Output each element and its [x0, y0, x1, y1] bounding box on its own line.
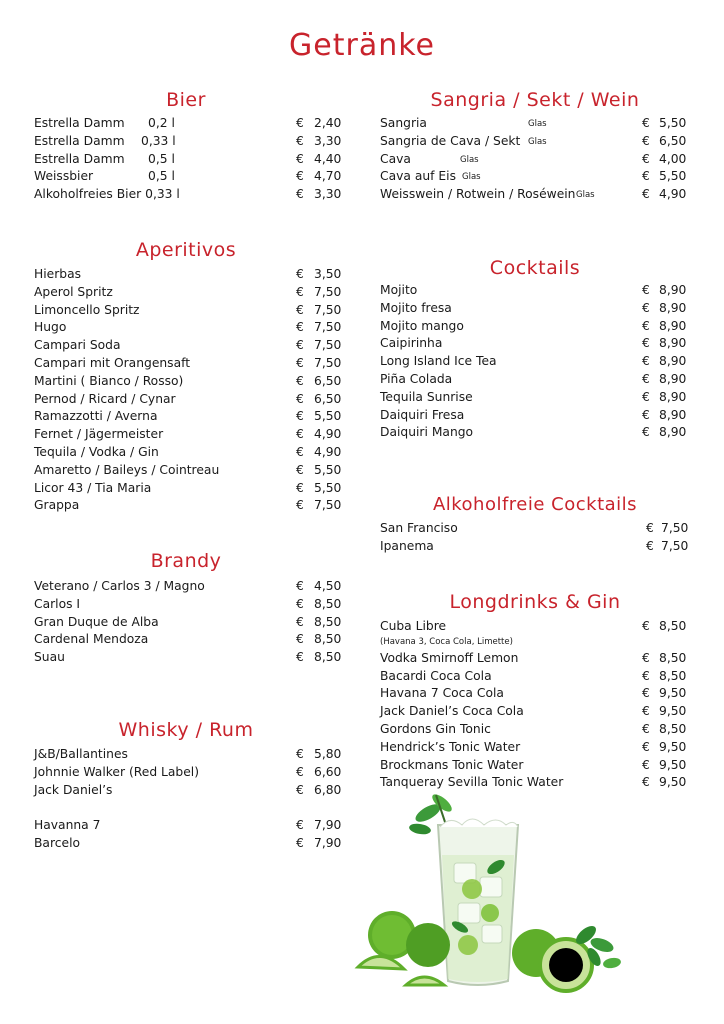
menu-item: [34, 284, 344, 302]
item-name: Estrella Damm: [34, 151, 125, 166]
currency-symbol: €: [296, 151, 304, 166]
currency-symbol: €: [296, 579, 304, 593]
menu-item: [380, 424, 690, 442]
menu-item: [380, 282, 690, 300]
menu-item: [380, 168, 690, 186]
currency-symbol: €: [642, 116, 650, 130]
currency-symbol: €: [642, 650, 650, 665]
currency-symbol: €: [642, 133, 650, 148]
item-name: Suau: [34, 650, 65, 665]
menu-item: [380, 668, 690, 686]
menu-item: [34, 151, 344, 169]
item-name: Caipirinha: [380, 336, 443, 351]
item-name: Hugo: [34, 320, 67, 335]
item-qty: 0,2 l: [148, 116, 175, 130]
item-price: 9,50: [659, 704, 687, 719]
item-price: 7,50: [314, 302, 342, 317]
item-name: Veterano / Carlos 3 / Magno: [34, 579, 205, 593]
item-name: Havanna 7: [34, 818, 101, 833]
item-price: 8,50: [659, 619, 687, 633]
item-name: Brockmans Tonic Water: [380, 757, 524, 772]
item-note: Glas: [576, 190, 595, 201]
item-price: 3,50: [314, 267, 342, 281]
item-name: Aperol Spritz: [34, 284, 113, 299]
item-name: Havana 7 Coca Cola: [380, 686, 504, 701]
item-name: Limoncello Spritz: [34, 302, 140, 317]
item-price: 7,50: [314, 338, 342, 353]
item-price: 8,50: [314, 614, 342, 629]
alkoholfreie-list: [380, 520, 690, 556]
item-price: 7,50: [314, 284, 342, 299]
item-name: Weissbier: [34, 169, 94, 184]
item-qty: 0,33 l: [141, 133, 176, 148]
item-name: Campari mit Orangensaft: [34, 355, 191, 370]
menu-item: [34, 337, 344, 355]
currency-symbol: €: [296, 747, 304, 761]
item-name: Daiquiri Fresa: [380, 407, 465, 422]
item-price: 9,50: [659, 686, 687, 701]
item-name: Mojito fresa: [380, 300, 452, 315]
cocktails-list: [380, 282, 690, 442]
item-note: Glas: [462, 172, 481, 183]
item-price: 8,90: [659, 425, 687, 440]
currency-symbol: €: [296, 427, 304, 442]
menu-item: [34, 764, 344, 782]
currency-symbol: €: [296, 302, 304, 317]
item-price: 6,80: [314, 782, 342, 797]
item-price: 6,50: [314, 391, 342, 406]
currency-symbol: €: [642, 407, 650, 422]
list-spacer: [34, 799, 344, 817]
item-name: Cava auf Eis: [380, 169, 457, 184]
item-price: 8,50: [314, 650, 342, 665]
menu-item: [34, 631, 344, 649]
item-price: 7,50: [661, 521, 689, 535]
currency-symbol: €: [642, 721, 650, 736]
item-name: Pernod / Ricard / Cynar: [34, 391, 176, 406]
item-name: Sangria de Cava / Sekt: [380, 133, 521, 148]
item-name: Tanqueray Sevilla Tonic Water: [380, 775, 564, 790]
menu-item: [380, 618, 690, 636]
item-price: 4,70: [314, 169, 342, 184]
item-name: Cava: [380, 151, 411, 166]
menu-item: [34, 426, 344, 444]
item-price: 6,60: [314, 764, 342, 779]
item-name: Sangria: [380, 116, 427, 130]
currency-symbol: €: [296, 409, 304, 424]
menu-item: [34, 444, 344, 462]
item-price: 6,50: [314, 373, 342, 388]
menu-item: [380, 335, 690, 353]
item-name: Vodka Smirnoff Lemon: [380, 650, 519, 665]
currency-symbol: €: [296, 498, 304, 513]
item-price: 8,90: [659, 318, 687, 333]
menu-item: [34, 391, 344, 409]
currency-symbol: €: [296, 320, 304, 335]
item-price: 9,50: [659, 775, 687, 790]
item-price: 5,50: [314, 462, 342, 477]
item-name: Amaretto / Baileys / Cointreau: [34, 462, 220, 477]
menu-item: [380, 300, 690, 318]
item-name: Johnnie Walker (Red Label): [34, 764, 199, 779]
currency-symbol: €: [296, 187, 304, 202]
menu-item: [380, 685, 690, 703]
item-price: 9,50: [659, 757, 687, 772]
item-name: Alkoholfreies Bier 0,33 l: [34, 187, 180, 202]
menu-item: [34, 614, 344, 632]
item-price: 7,90: [314, 818, 342, 833]
item-name: Barcelo: [34, 835, 81, 850]
item-price: 8,90: [659, 300, 687, 315]
menu-item: [380, 650, 690, 668]
currency-symbol: €: [296, 133, 304, 148]
currency-symbol: €: [296, 169, 304, 184]
item-price: 8,90: [659, 407, 687, 422]
menu-item: [34, 817, 344, 835]
item-price: 4,00: [659, 151, 687, 166]
item-name: Carlos I: [34, 596, 81, 611]
item-name: Piña Colada: [380, 371, 453, 386]
item-name: Mojito: [380, 283, 418, 297]
item-name: Jack Daniel’s Coca Cola: [380, 704, 524, 719]
menu-item: [34, 649, 344, 667]
item-price: 7,50: [314, 498, 342, 513]
currency-symbol: €: [646, 521, 654, 535]
currency-symbol: €: [642, 300, 650, 315]
currency-symbol: €: [296, 835, 304, 850]
item-name: Long Island Ice Tea: [380, 354, 497, 369]
item-name: Tequila / Vodka / Gin: [34, 444, 159, 459]
section-title-bier: Bier: [166, 89, 206, 111]
menu-item: [34, 115, 344, 133]
item-name: Bacardi Coca Cola: [380, 668, 492, 683]
item-name: San Franciso: [380, 521, 458, 535]
item-price: 7,50: [661, 538, 689, 553]
sangria-list: [380, 115, 690, 204]
currency-symbol: €: [296, 818, 304, 833]
item-price: 5,50: [314, 480, 342, 495]
item-name: Mojito mango: [380, 318, 464, 333]
currency-symbol: €: [642, 704, 650, 719]
item-note: Glas: [528, 119, 547, 129]
item-name: Cuba Libre: [380, 619, 447, 633]
brandy-list: [34, 578, 344, 667]
longdrinks-list: [380, 618, 690, 792]
section-title-longdrinks-gin: Longdrinks & Gin: [449, 591, 621, 613]
menu-item: [34, 596, 344, 614]
menu-item: [34, 319, 344, 337]
item-price: 8,50: [314, 596, 342, 611]
menu-item: [34, 186, 344, 204]
whisky-rum-list: [34, 746, 344, 853]
item-price: 8,50: [659, 668, 687, 683]
item-price: 5,50: [314, 409, 342, 424]
item-price: 8,50: [314, 632, 342, 647]
item-price: 8,90: [659, 283, 687, 297]
currency-symbol: €: [296, 444, 304, 459]
item-price: 4,50: [314, 579, 342, 593]
menu-item: [380, 721, 690, 739]
currency-symbol: €: [642, 739, 650, 754]
item-note: Glas: [528, 136, 547, 147]
menu-item: [380, 703, 690, 721]
item-qty: 0,5 l: [148, 169, 175, 184]
item-price: 2,40: [314, 116, 342, 130]
currency-symbol: €: [642, 283, 650, 297]
item-name: Hierbas: [34, 267, 82, 281]
item-price: 4,90: [314, 427, 342, 442]
currency-symbol: €: [296, 764, 304, 779]
item-price: 5,50: [659, 116, 687, 130]
item-name: Fernet / Jägermeister: [34, 427, 164, 442]
menu-item: [380, 371, 690, 389]
menu-item: [34, 133, 344, 151]
menu-item: [380, 389, 690, 407]
item-price: 8,90: [659, 371, 687, 386]
menu-item: [380, 538, 690, 556]
menu-item: [34, 835, 344, 853]
item-name: Gran Duque de Alba: [34, 614, 159, 629]
currency-symbol: €: [642, 336, 650, 351]
currency-symbol: €: [296, 338, 304, 353]
item-name: Gordons Gin Tonic: [380, 721, 491, 736]
item-qty: 0,5 l: [148, 151, 175, 166]
menu-item: [34, 462, 344, 480]
item-name: Ipanema: [380, 538, 434, 553]
item-name: Tequila Sunrise: [380, 389, 473, 404]
menu-item: [380, 757, 690, 775]
section-title-brandy: Brandy: [150, 550, 222, 572]
currency-symbol: €: [642, 668, 650, 683]
section-title-aperitivos: Aperitivos: [135, 239, 237, 261]
menu-item: [380, 520, 690, 538]
item-price: 5,80: [314, 747, 342, 761]
currency-symbol: €: [296, 116, 304, 130]
item-price: 4,40: [314, 151, 342, 166]
item-price: 7,90: [314, 835, 342, 850]
section-title-whisky-rum: Whisky / Rum: [118, 719, 254, 741]
currency-symbol: €: [296, 355, 304, 370]
currency-symbol: €: [296, 650, 304, 665]
currency-symbol: €: [642, 169, 650, 184]
currency-symbol: €: [642, 686, 650, 701]
menu-item: [34, 578, 344, 596]
bier-list: [34, 115, 344, 204]
currency-symbol: €: [646, 538, 654, 553]
page-title: Getränke: [289, 28, 435, 63]
menu-item: [34, 302, 344, 320]
menu-item: [34, 746, 344, 764]
currency-symbol: €: [642, 151, 650, 166]
item-name: Campari Soda: [34, 338, 121, 353]
item-name: Grappa: [34, 498, 80, 513]
section-title-alkoholfreie-cocktails: Alkoholfreie Cocktails: [432, 494, 638, 515]
currency-symbol: €: [642, 318, 650, 333]
aperitivos-list: [34, 266, 344, 515]
item-note: Glas: [460, 154, 479, 165]
item-name: Estrella Damm: [34, 133, 125, 148]
item-name: J&B/Ballantines: [34, 747, 128, 761]
item-price: 8,50: [659, 650, 687, 665]
section-title-cocktails: Cocktails: [489, 257, 581, 279]
menu-item: [380, 115, 690, 133]
item-description: (Havana 3, Coca Cola, Limette): [380, 636, 513, 647]
item-price: 5,50: [659, 169, 687, 184]
section-title-sangria-sekt-wein: Sangria / Sekt / Wein: [430, 89, 640, 111]
item-name: Daiquiri Mango: [380, 425, 474, 440]
item-name: Ramazzotti / Averna: [34, 409, 158, 424]
item-price: 4,90: [314, 444, 342, 459]
item-price: 8,90: [659, 389, 687, 404]
item-price: 7,50: [314, 355, 342, 370]
item-name: Martini ( Bianco / Rosso): [34, 373, 184, 388]
currency-symbol: €: [642, 775, 650, 790]
currency-symbol: €: [296, 614, 304, 629]
currency-symbol: €: [642, 619, 650, 633]
menu-item: [34, 355, 344, 373]
item-price: 3,30: [314, 187, 342, 202]
menu-item: [34, 408, 344, 426]
currency-symbol: €: [296, 373, 304, 388]
menu-item: [380, 353, 690, 371]
currency-symbol: €: [296, 632, 304, 647]
menu-item: [380, 151, 690, 169]
menu-item: [380, 739, 690, 757]
currency-symbol: €: [296, 462, 304, 477]
item-price: 9,50: [659, 739, 687, 754]
item-price: 4,90: [659, 187, 687, 202]
currency-symbol: €: [296, 391, 304, 406]
item-name: Estrella Damm: [34, 116, 125, 130]
item-price: 8,90: [659, 336, 687, 351]
menu-item: [34, 266, 344, 284]
item-price: 3,30: [314, 133, 342, 148]
item-price: 8,50: [659, 721, 687, 736]
mojito-glass-with-limes-and-mint-icon: [350, 785, 630, 995]
menu-item: [380, 133, 690, 151]
item-price: 6,50: [659, 133, 687, 148]
currency-symbol: €: [296, 284, 304, 299]
currency-symbol: €: [296, 267, 304, 281]
currency-symbol: €: [642, 425, 650, 440]
item-name: Weisswein / Rotwein / Roséwein: [380, 187, 576, 202]
currency-symbol: €: [296, 480, 304, 495]
currency-symbol: €: [642, 757, 650, 772]
item-name: Cardenal Mendoza: [34, 632, 149, 647]
item-name: Hendrick’s Tonic Water: [380, 739, 521, 754]
menu-item: [34, 497, 344, 515]
item-name: Jack Daniel’s: [34, 782, 113, 797]
glass: [438, 819, 518, 985]
menu-item: [380, 407, 690, 425]
item-price: 7,50: [314, 320, 342, 335]
currency-symbol: €: [642, 389, 650, 404]
menu-item: [380, 318, 690, 336]
currency-symbol: €: [642, 187, 650, 202]
menu-item: [380, 186, 690, 204]
currency-symbol: €: [296, 596, 304, 611]
item-name: Licor 43 / Tia Maria: [34, 480, 152, 495]
menu-item: [34, 373, 344, 391]
currency-symbol: €: [296, 782, 304, 797]
currency-symbol: €: [642, 371, 650, 386]
menu-item: [34, 168, 344, 186]
currency-symbol: €: [642, 354, 650, 369]
menu-item: [34, 480, 344, 498]
item-price: 8,90: [659, 354, 687, 369]
menu-item: [34, 782, 344, 800]
